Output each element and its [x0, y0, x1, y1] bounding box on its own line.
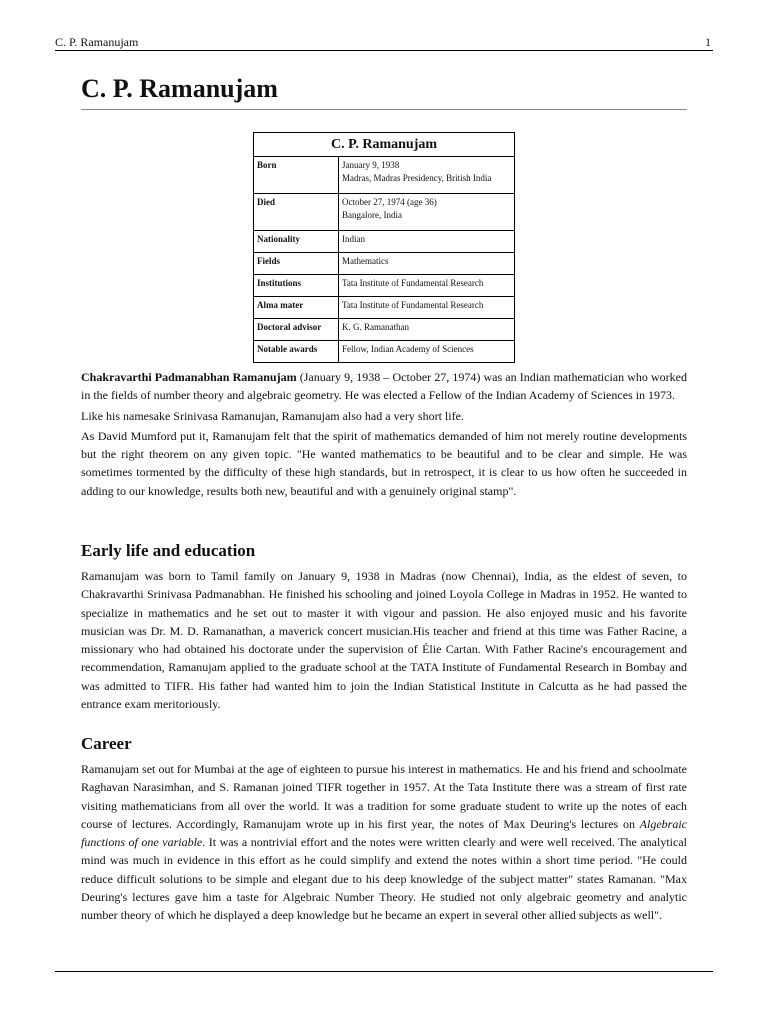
infobox-value — [339, 194, 515, 231]
died-place: Bangalore, India — [342, 210, 402, 220]
short-life-paragraph: Like his namesake Srinivasa Ramanujan, Ramanujam also had a very short life. — [81, 408, 464, 423]
infobox-row-fields — [254, 253, 515, 275]
died-date: October 27, 1974 (age 36) — [342, 197, 437, 207]
career-text-part-1: Ramanujam set out for Mumbai at the age of eighteen to pursue his interest in mathematics. He and his friend and schoolmate Raghavan Narasimhan, and S. Ramanan joined TIFR together in 1957. At the Tata Institute there was a stream of first rate visiting mathematicians from all over the world. It was a tradition for some graduate student to write up the notes of each course of lectures. Accordingly, Ramanujam wrote up in his first year, the notes of Max Deuring's lectures on — [81, 762, 687, 831]
infobox-row-alma-mater — [254, 297, 515, 319]
infobox-value: Tata Institute of Fundamental Research — [339, 275, 515, 297]
section-heading-early-life: Early life and education — [81, 541, 256, 560]
career-section — [81, 760, 687, 927]
infobox-row-institutions — [254, 275, 515, 297]
infobox-value: Indian — [339, 231, 515, 253]
infobox-row-nationality — [254, 231, 515, 253]
infobox-row-died — [254, 194, 515, 231]
infobox-value: Tata Institute of Fundamental Research — [339, 297, 515, 319]
infobox-row-doctoral-advisor — [254, 319, 515, 341]
title-rule — [81, 109, 687, 110]
running-header — [55, 34, 713, 50]
infobox-label: Nationality — [254, 231, 339, 253]
footer-rule — [55, 971, 713, 972]
infobox-label: Fields — [254, 253, 339, 275]
infobox-caption: C. P. Ramanujam — [254, 133, 515, 157]
infobox-label: Institutions — [254, 275, 339, 297]
born-place: Madras, Madras Presidency, British India — [342, 173, 492, 183]
career-text-part-2: . It was a nontrivial effort and the notes were written clearly and were well received. The analytical mind was much in evidence in this effort as he could simplify and extend the notes within a short time period. "He could reduce difficult solutions to be simple and elegant due to his deep knowledge of the subject matter" states Ramanan. "Max Deuring's lectures gave him a taste for Algebraic Number Theory. He studied not only algebraic geometry and analytic number theory of which he displayed a deep knowledge but he became an expert in several other allied subjects as well". — [81, 835, 687, 923]
infobox-label: Died — [254, 194, 339, 231]
page-number: 1 — [705, 35, 711, 49]
infobox-value: K. G. Ramanathan — [339, 319, 515, 341]
born-date: January 9, 1938 — [342, 160, 400, 170]
running-title: C. P. Ramanujam — [55, 35, 139, 49]
section-heading-career: Career — [81, 734, 132, 753]
infobox-value — [339, 157, 515, 194]
infobox-label: Doctoral advisor — [254, 319, 339, 341]
intro-paragraph-text: (January 9, 1938 – October 27, 1974) was an Indian mathematician who worked in the fields of number theory and algebraic geometry. He was elected a Fellow of the Indian Academy of Sciences in 1973. — [81, 370, 687, 403]
intro-section — [81, 368, 687, 502]
infobox-row-born — [254, 157, 515, 194]
page-title: C. P. Ramanujam — [81, 74, 278, 103]
header-rule — [55, 50, 713, 51]
infobox-value: Mathematics — [339, 253, 515, 275]
early-life-paragraph: Ramanujam was born to Tamil family on January 9, 1938 in Madras (now Chennai), India, as the eldest of seven, to Chakravarthi Srinivasa Padmanabhan. He finished his schooling and joined Loyola College in Madras in 1952. He wanted to specialize in mathematics and he set out to master it with vigour and passion. He also enjoyed music and his favorite musician was Dr. M. D. Ramanathan, a maverick concert musician.His teacher and friend at this time was Father Racine, a missionary who had obtained his doctorate under the supervision of Élie Cartan. With Father Racine's encouragement and recommendation, Ramanujam applied to the graduate school at the TATA Institute of Fundamental Research in Bombay and was admitted to TIFR. His father had wanted him to join the Indian Statistical Institute in Calcutta as he had passed the entrance exam meritoriously. — [81, 569, 687, 712]
lecture-title: Algebraic functions of one variable — [81, 816, 687, 850]
infobox-value: Fellow, Indian Academy of Sciences — [339, 341, 515, 363]
early-life-section — [81, 567, 687, 715]
infobox-label: Notable awards — [254, 341, 339, 363]
infobox-label: Alma mater — [254, 297, 339, 319]
intro-paragraph — [81, 368, 687, 405]
subject-full-name: Chakravarthi Padmanabhan Ramanujam — [81, 370, 297, 384]
infobox-label: Born — [254, 157, 339, 194]
career-paragraph — [81, 760, 687, 925]
infobox-row-notable-awards — [254, 341, 515, 363]
infobox — [253, 132, 515, 363]
mumford-quote-paragraph: As David Mumford put it, Ramanujam felt that the spirit of mathematics demanded of him not merely routine developments but the right theorem on any given topic. "He wanted mathematics to be beautiful and to be clear and simple. He was sometimes tormented by the difficulty of these high standards, but in retrospect, it is clear to us how often he succeeded in adding to our knowledge, results both new, beautiful and with a genuinely original stamp". — [81, 428, 687, 498]
